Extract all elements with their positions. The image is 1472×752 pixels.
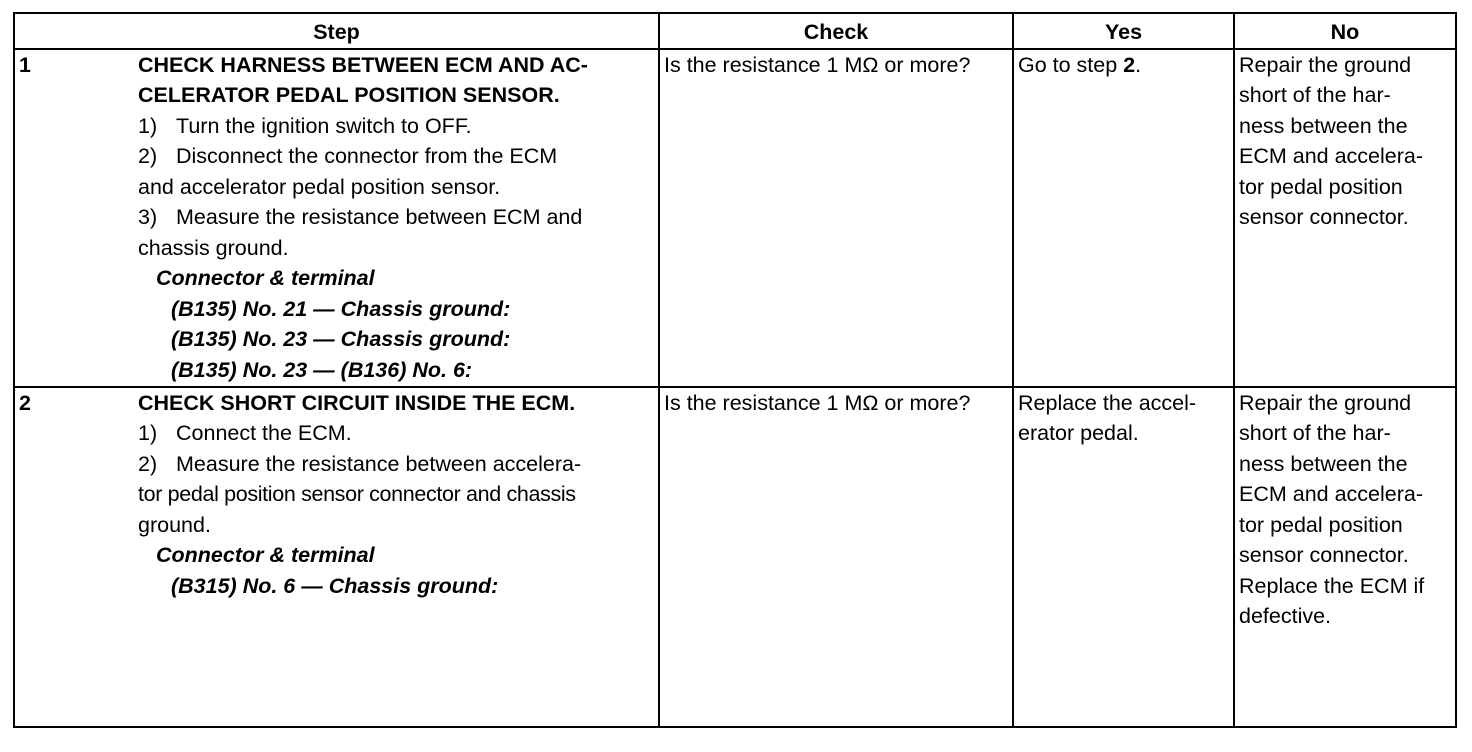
yes-suffix: .: [1135, 52, 1142, 77]
yes-text: Go to step: [1018, 52, 1124, 77]
table-row: [14, 387, 1456, 727]
no-cell: [1234, 49, 1456, 387]
instruction-number: 3): [138, 205, 158, 229]
step-number: 2: [19, 390, 31, 415]
connector-heading: Connector & terminal: [156, 266, 375, 290]
diagnostic-table: [13, 12, 1457, 728]
step-title-line: CHECK SHORT CIRCUIT INSIDE THE ECM.: [138, 390, 576, 415]
no-text-line: short of the har-: [1239, 83, 1391, 107]
instruction-text: Measure the resistance between accelera-: [176, 451, 582, 476]
step-cell: [14, 387, 659, 727]
connector-item: (B135) No. 21 — Chassis ground:: [171, 296, 511, 321]
instruction-item: [138, 141, 656, 172]
header-no: No: [1234, 13, 1456, 49]
no-text-line: tor pedal position: [1239, 174, 1403, 199]
instruction-text: Measure the resistance between ECM and: [176, 205, 583, 229]
no-text-line: ECM and accelera-: [1239, 482, 1424, 506]
table-row: [14, 49, 1456, 387]
instruction-continuation: tor pedal position sensor connector and chassis: [138, 482, 576, 506]
no-text-line: ECM and accelera-: [1239, 144, 1424, 168]
no-text-line: sensor connector.: [1239, 543, 1409, 567]
instruction-item: [138, 418, 656, 449]
yes-text-line: erator pedal.: [1018, 421, 1139, 445]
no-text-line: Repair the ground: [1239, 52, 1412, 77]
instruction-item: [138, 202, 656, 233]
yes-cell: [1013, 387, 1234, 727]
connector-heading: Connector & terminal: [156, 543, 375, 567]
header-step: Step: [14, 13, 659, 49]
instruction-text: Turn the ignition switch to OFF.: [176, 113, 472, 138]
step-body: [138, 50, 658, 386]
instruction-continuation: and accelerator pedal position sensor.: [138, 174, 501, 199]
instruction-number: 2): [138, 451, 158, 476]
header-check: Check: [659, 13, 1013, 49]
instruction-item: [138, 111, 656, 142]
instruction-number: 1): [138, 421, 158, 445]
no-text-line: Replace the ECM if: [1239, 573, 1425, 598]
no-text-line: Repair the ground: [1239, 390, 1412, 415]
no-text-line: tor pedal position: [1239, 512, 1403, 537]
instruction-continuation: chassis ground.: [138, 235, 289, 260]
no-text-line: ness between the: [1239, 451, 1408, 476]
connector-item: (B315) No. 6 — Chassis ground:: [171, 573, 499, 598]
instruction-number: 2): [138, 144, 158, 168]
instruction-item: [138, 449, 656, 480]
connector-item: (B135) No. 23 — (B136) No. 6:: [171, 357, 473, 382]
step-cell: [14, 49, 659, 387]
instruction-continuation: ground.: [138, 512, 211, 537]
step-title-line: CHECK HARNESS BETWEEN ECM AND AC-: [138, 52, 588, 77]
connector-item: (B135) No. 23 — Chassis ground:: [171, 327, 511, 351]
yes-step-ref: 2: [1123, 52, 1136, 77]
step-body: [138, 388, 658, 602]
instruction-text: Connect the ECM.: [176, 421, 352, 445]
no-text-line: short of the har-: [1239, 421, 1391, 445]
no-cell: [1234, 387, 1456, 727]
check-cell: [659, 387, 1013, 727]
yes-cell: [1013, 49, 1234, 387]
check-question: Is the resistance 1 MΩ or more?: [664, 52, 971, 77]
header-row: [14, 13, 1456, 49]
step-title-line: CELERATOR PEDAL POSITION SENSOR.: [138, 83, 560, 107]
yes-text-line: Replace the accel-: [1018, 390, 1197, 415]
instruction-text: Disconnect the connector from the ECM: [176, 144, 558, 168]
no-text-line: defective.: [1239, 604, 1332, 628]
check-cell: [659, 49, 1013, 387]
no-text-line: ness between the: [1239, 113, 1408, 138]
no-text-line: sensor connector.: [1239, 205, 1409, 229]
header-yes: Yes: [1013, 13, 1234, 49]
instruction-number: 1): [138, 113, 158, 138]
step-number: 1: [19, 52, 31, 77]
check-question: Is the resistance 1 MΩ or more?: [664, 390, 971, 415]
